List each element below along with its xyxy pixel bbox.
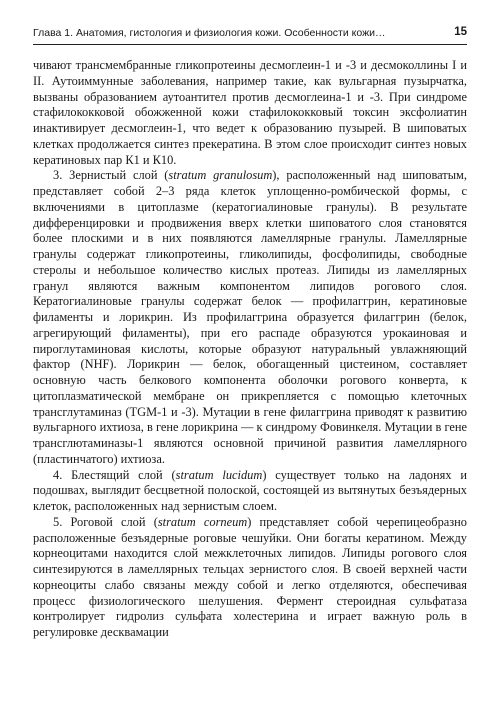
running-header xyxy=(33,24,467,45)
paragraph-stratum-corneum: 5. Роговой слой (stratum corneum) представляет собой черепицеобразно расположенные безъядерные роговые чешуйки. Они богаты кератином. Между корнеоцитами находится слой межклеточных липидов. Липиды рогового слоя синтезируются в ламеллярных тельцах зернистого слоя. В своей верхней части корнеоциты слабо связаны между собой и легко отделяются, обеспечивая процесс физиологического шелушения. Фермент стероидная сульфатаза контролирует гидролиз сульфата холестерина и играет важную роль в регулировке десквамации xyxy=(33,514,468,639)
body-text xyxy=(33,58,467,641)
paragraph-stratum-lucidum: 4. Блестящий слой (stratum lucidum) существует только на ладонях и подошвах, выглядит бесцветной полоской, состоящей из вытянутых безъядерных клеток, расположенных над зернистым слоем. xyxy=(33,467,467,513)
page-number: 15 xyxy=(454,26,467,38)
paragraph-stratum-granulosum: 3. Зернистый слой (stratum granulosum), расположенный над шиповатым, представляет собой 2–3 ряда клеток уплощенно-ромбической формы, с включениями в цитоплазме (кератогиалиновые гранулы). В результате дифференцировки и продвижения вверх клетки шиповатого слоя становятся более плоскими и в них появляются ламеллярные гранулы. Ламеллярные гранулы содержат гликопротеины, гликолипиды, фосфолипиды, свободные стеролы и небольшое количество кислых протеаз. Липиды из ламеллярных гранул являются важным компонентом липидов рогового слоя. Кератогиалиновые гранулы содержат белок — профилаггрин, кератиновые филаменты и лорикрин. Из профилаггрина образуется филаггрин (белок, агрегирующий филаменты), при его распаде образуются урокаиновая и пироглутаминовая кислоты, которые образуют натуральный увлажняющий фактор (NHF). Лорикрин — белок, обогащенный цистеином, составляет основную часть белкового компонента оболочки рогового конверта, к цитоплазматической мембране он прикрепляется с помощью клеточных трансглутаминаз (TGM-1 и -3). Мутации в гене филаггрина приводят к развитию вульгарного ихтиоза, в гене лорикрина — к синдрому Фовинкеля. Мутации в гене трансглютаминазы-1 являются основной причиной развития ламеллярного (пластинчатого) ихтиоза. xyxy=(33,168,467,466)
paragraph-continuation: чивают трансмембранные гликопротеины десмоглеин-1 и -3 и десмоколлины I и II. Аутоиммунные заболевания, например такие, как вульгарная пузырчатка, вызваны образованием аутоантител против десмоглеина-1 и -3. При синдроме стафилококковой обожженной кожи стафилококковый токсин эксфолиатин инактивирует десмоглеин-1, что ведет к образованию пузырей. В шиповатых клетках продолжается синтез прекератина. В этом слое происходит синтез новых кератиновых пар К1 и К10. xyxy=(33,58,467,167)
running-title: Глава 1. Анатомия, гистология и физиология кожи. Особенности кожи… xyxy=(33,27,386,39)
